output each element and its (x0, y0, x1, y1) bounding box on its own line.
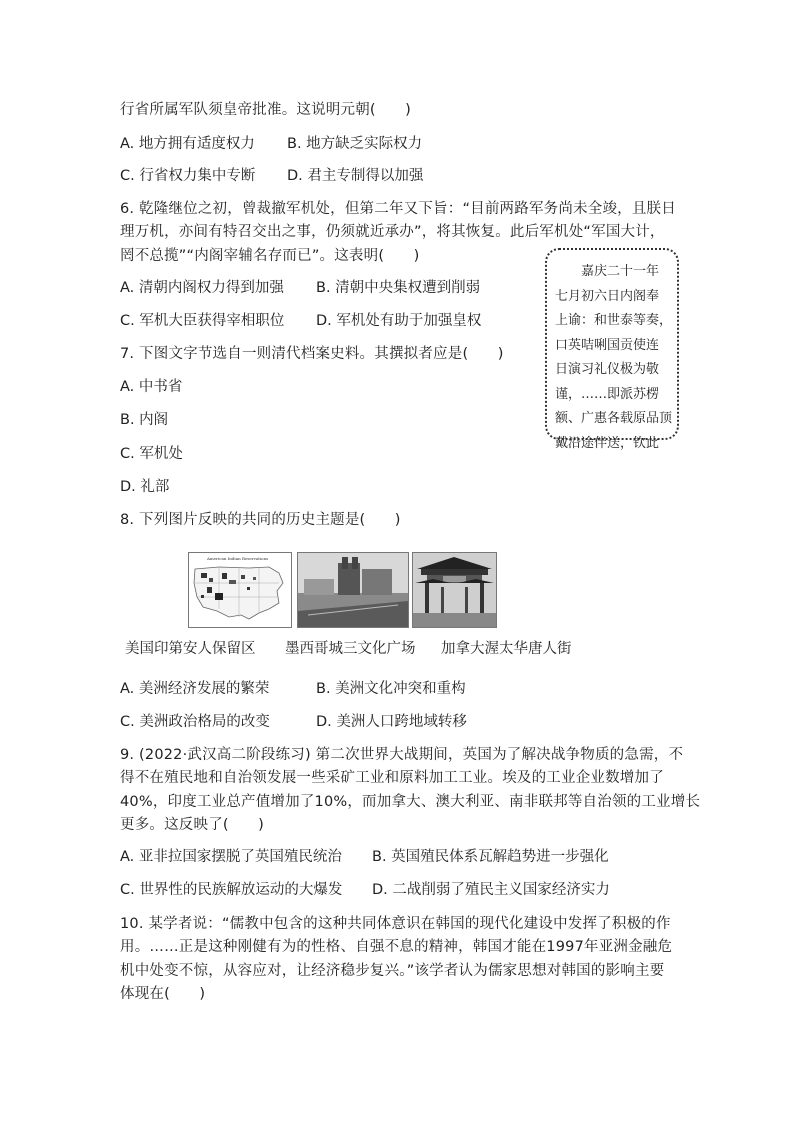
archive-line-6: 谨，……即派苏楞 (555, 386, 660, 402)
q5-option-a[interactable]: A. 地方拥有适度权力 (120, 136, 255, 152)
q6-option-a[interactable]: A. 清朝内阁权力得到加强 (120, 280, 284, 296)
q8-option-c[interactable]: C. 美洲政治格局的改变 (120, 714, 270, 730)
archive-line-3: 上谕：和世泰等奏， (555, 313, 673, 328)
q7-option-d[interactable]: D. 礼部 (120, 479, 170, 495)
q7-option-b[interactable]: B. 内阁 (120, 412, 169, 428)
q9-option-c[interactable]: C. 世界性的民族解放运动的大爆发 (120, 882, 343, 898)
q8-option-d[interactable]: D. 美洲人口跨地域转移 (316, 714, 467, 730)
archive-line-5: 日演习礼仪极为敬 (555, 362, 660, 377)
q10-stem-line-1: 10. 某学者说：“儒教中包含的这种共同体意识在韩国的现代化建设中发挥了积极的作 (120, 916, 671, 932)
q8-option-a[interactable]: A. 美洲经济发展的繁荣 (120, 681, 270, 697)
q10-stem-line-4: 体现在( ) (120, 986, 206, 1002)
q9-stem-line-4: 更多。这反映了( ) (120, 817, 265, 833)
q8-option-b[interactable]: B. 美洲文化冲突和重构 (316, 681, 466, 697)
caption-mexico-plaza: 墨西哥城三文化广场 (285, 641, 416, 657)
archive-excerpt-box (545, 248, 679, 451)
q9-stem-line-2: 得不在殖民地和自治领发展一些采矿工业和原料加工工业。埃及的工业企业数增加了 (120, 770, 664, 786)
ottawa-chinatown-gate-photo (412, 552, 497, 628)
caption-us-reservation: 美国印第安人保留区 (125, 641, 256, 657)
plaza-photo-icon (298, 553, 408, 627)
q6-stem-line-2: 理万机，亦间有特召交出之事，仍须就近承办”，将其恢复。此后军机处“军国大计， (120, 224, 665, 240)
q5-option-b[interactable]: B. 地方缺乏实际权力 (287, 136, 423, 152)
q7-stem: 7. 下图文字节选自一则清代档案史料。其撰拟者应是( ) (120, 346, 504, 362)
q9-option-d[interactable]: D. 二战削弱了殖民主义国家经济实力 (372, 882, 610, 898)
us-map-icon (189, 553, 291, 627)
q10-stem-line-3: 机中处变不惊，从容应对，让经济稳步复兴。”该学者认为儒家思想对韩国的影响主要 (120, 963, 665, 979)
archive-line-1: 嘉庆二十一年 (581, 264, 660, 279)
q9-option-a[interactable]: A. 亚非拉国家摆脱了英国殖民统治 (120, 849, 342, 865)
q10-stem-line-2: 用。……正是这种刚健有为的性格、自强不息的精神，韩国才能在1997年亚洲金融危 (120, 939, 673, 955)
q7-option-a[interactable]: A. 中书省 (120, 379, 183, 395)
map-title: American Indian Reservations (207, 556, 269, 561)
q8-stem: 8. 下列图片反映的共同的历史主题是( ) (120, 512, 401, 528)
q6-stem-line-3: 罔不总揽”“内阁宰辅名存而已”。这表明( ) (120, 248, 420, 264)
archive-line-8: 戴沿途伴送，钦此 (555, 435, 660, 451)
q5-stem-tail: 行省所属军队须皇帝批准。这说明元朝( ) (120, 102, 412, 118)
q6-option-d[interactable]: D. 军机处有助于加强皇权 (316, 313, 482, 329)
q9-option-b[interactable]: B. 英国殖民体系瓦解趋势进一步强化 (372, 849, 609, 865)
q5-option-d[interactable]: D. 君主专制得以加强 (287, 168, 424, 184)
q7-option-c[interactable]: C. 军机处 (120, 446, 183, 462)
chinatown-gate-icon (413, 553, 496, 627)
archive-line-7: 额、广惠各载原品顶 (555, 411, 673, 426)
q5-option-c[interactable]: C. 行省权力集中专断 (120, 168, 256, 184)
archive-line-2: 七月初六日内阁奉 (555, 288, 660, 304)
q6-option-b[interactable]: B. 清朝中央集权遭到削弱 (316, 280, 481, 296)
q9-stem-line-3: 40%，印度工业总产值增加了10%，而加拿大、澳大利亚、南非联邦等自治领的工业增长 (120, 794, 701, 810)
q6-option-c[interactable]: C. 军机大臣获得宰相职位 (120, 313, 285, 329)
archive-line-4: 口英咭唎国贡使连 (555, 337, 660, 353)
caption-ottawa-chinatown: 加拿大渥太华唐人街 (441, 641, 572, 657)
us-reservation-map-image (188, 552, 292, 628)
mexico-city-plaza-photo (297, 552, 409, 628)
q9-stem-line-1: 9. (2022·武汉高二阶段练习) 第二次世界大战期间，英国为了解决战争物质的急需，不 (120, 747, 684, 763)
q6-stem-line-1: 6. 乾隆继位之初，曾裁撤军机处，但第二年又下旨：“目前两路军务尚未全竣，且朕日 (120, 201, 676, 217)
